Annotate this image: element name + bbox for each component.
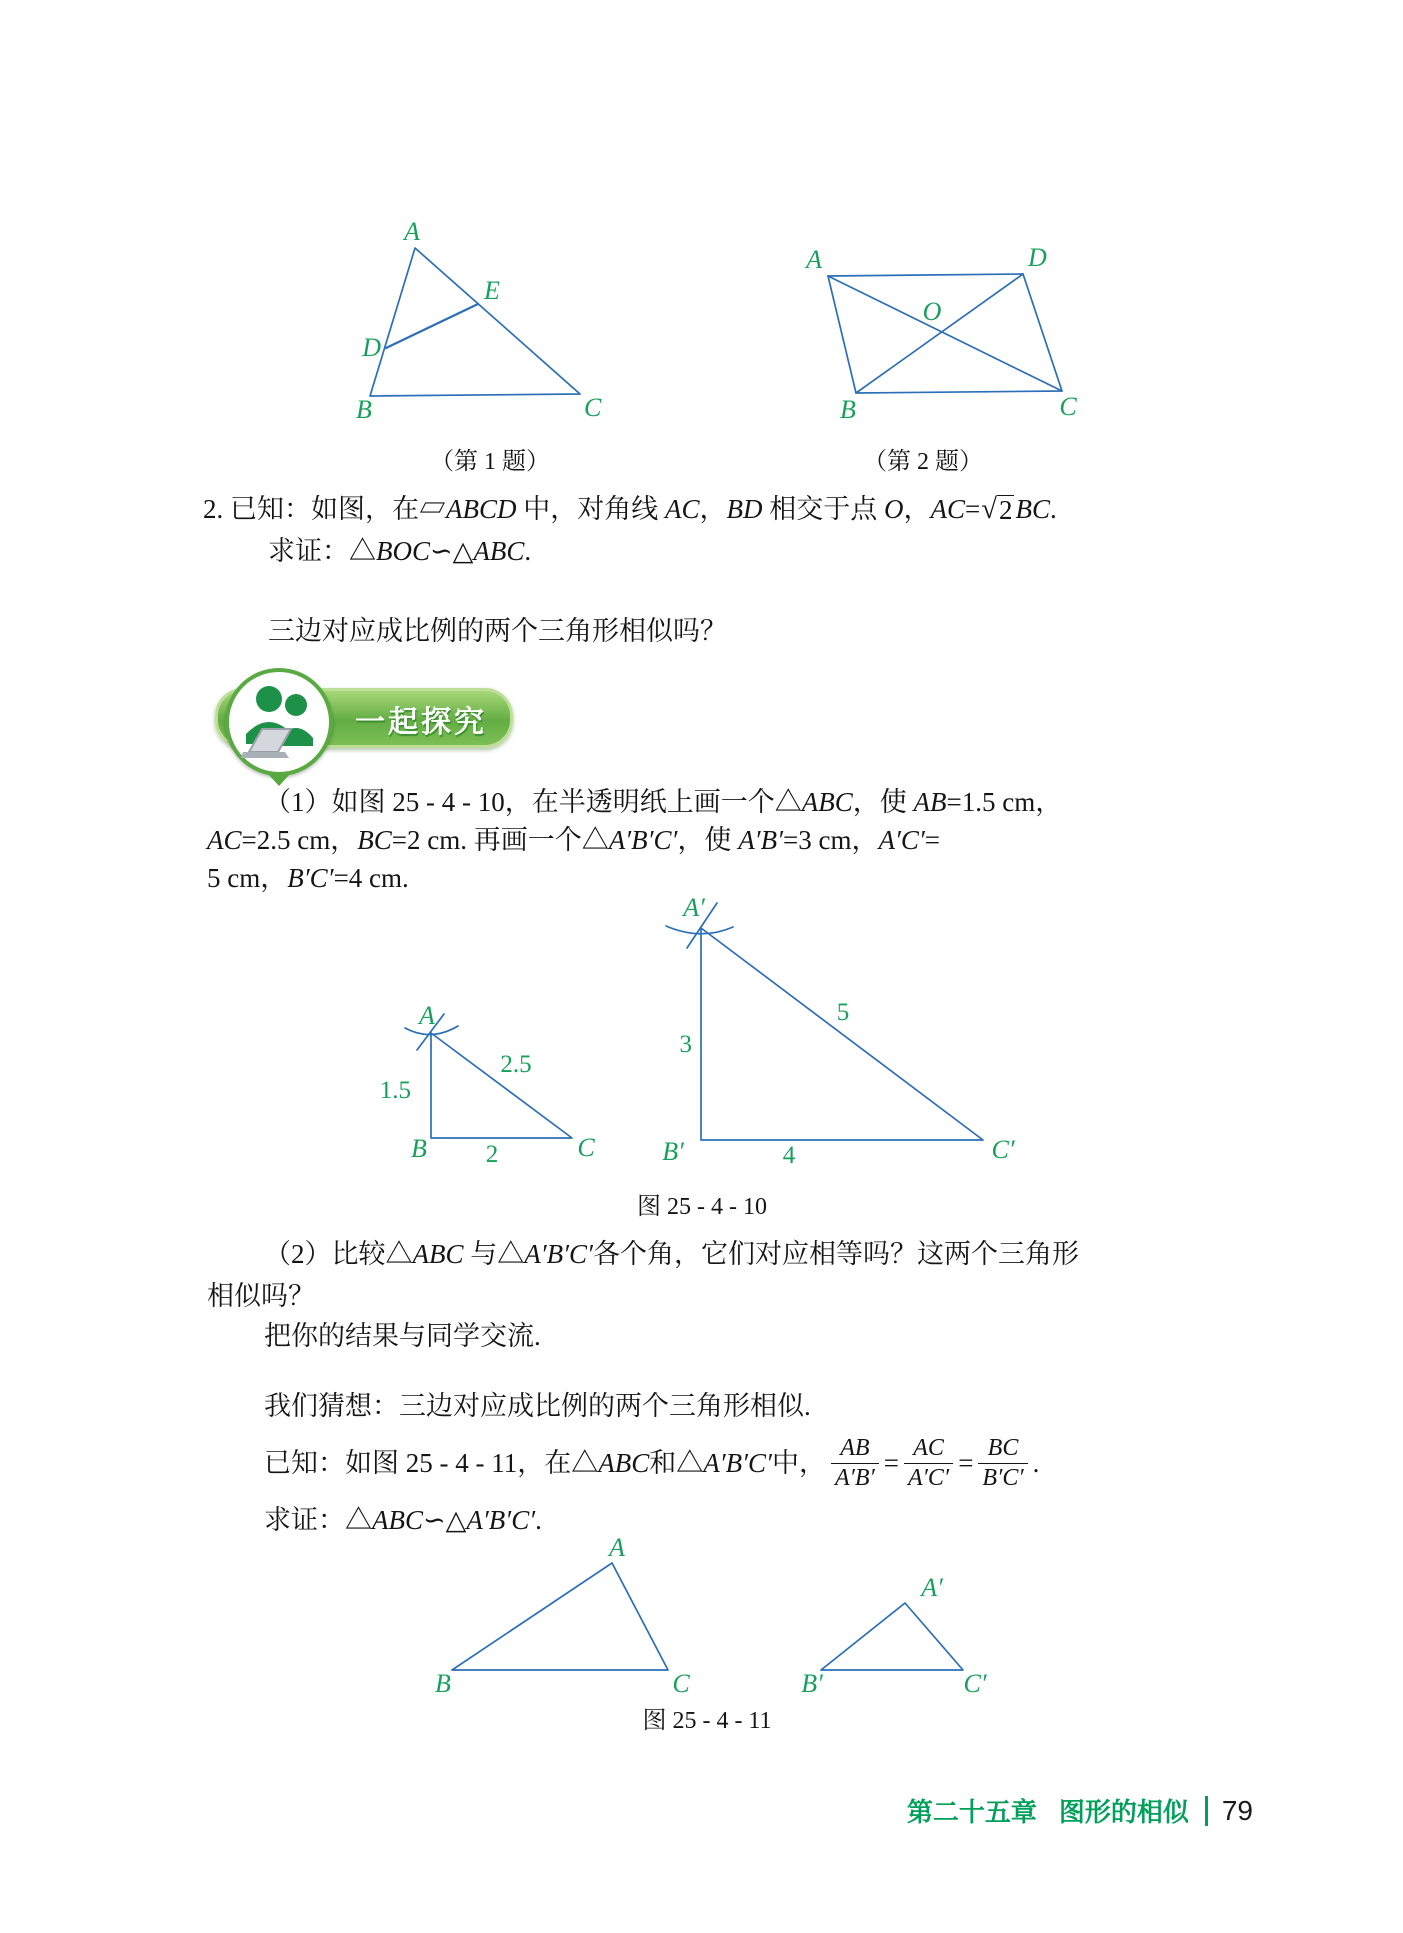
- triangle-abc: [452, 1563, 668, 1670]
- length-apcp: 5: [836, 999, 850, 1026]
- length-ac: 2.5: [500, 1051, 532, 1078]
- figure-25-4-11: [420, 1525, 1020, 1710]
- badge-label: 一起探究: [355, 706, 487, 739]
- point-label-bp: B′: [662, 1137, 684, 1166]
- length-apbp: 3: [679, 1031, 692, 1058]
- point-label-b: B: [356, 395, 372, 424]
- problem2-line1: 2. 已知：如图，在▱ABCD 中，对角线 AC，BD 相交于点 O，AC= √ 2 BC.: [203, 493, 1057, 525]
- footer-section-title: 图形的相似: [1058, 1797, 1189, 1827]
- page-footer: [907, 1792, 1253, 1829]
- paragraph2-line2: 相似吗？: [207, 1281, 315, 1311]
- segment-de: [386, 304, 478, 348]
- point-label-ap: A′: [921, 1573, 943, 1602]
- point-label-c: C: [577, 1133, 595, 1162]
- prove-line: 求证：△ABC∽△A′B′C′.: [264, 1505, 542, 1535]
- point-label-e: E: [484, 276, 500, 305]
- point-label-b: B: [840, 395, 856, 424]
- length-bc: 2: [485, 1141, 499, 1168]
- explore-together-badge: [205, 666, 525, 788]
- footer-chapter: 第二十五章: [906, 1797, 1037, 1827]
- caption-fig-25-4-10: 图 25 - 4 - 10: [637, 1194, 767, 1220]
- caption-exercise2: （第 2 题）: [863, 449, 983, 475]
- triangle-apbpcp: [821, 1603, 963, 1670]
- point-label-a: A: [419, 1001, 435, 1030]
- triangle-abc-outline: [370, 248, 580, 396]
- point-label-a: A: [609, 1533, 625, 1562]
- conjecture-line: 我们猜想：三边对应成比例的两个三角形相似.: [264, 1391, 811, 1421]
- diagonal-ac: [828, 276, 1062, 391]
- people-laptop-icon: [229, 672, 329, 772]
- point-label-cp: C′: [991, 1135, 1015, 1164]
- point-label-c: C: [672, 1669, 690, 1698]
- point-label-d: D: [362, 333, 381, 362]
- figure-exercise2: [800, 240, 1090, 440]
- point-label-a: A: [404, 217, 420, 246]
- paragraph2-line1: （2）比较△ABC 与△A′B′C′各个角，它们对应相等吗？这两个三角形: [264, 1239, 1079, 1269]
- point-label-c: C: [584, 393, 602, 422]
- length-ab: 1.5: [379, 1077, 411, 1104]
- point-label-o: O: [922, 297, 942, 326]
- caption-exercise1: （第 1 题）: [430, 449, 550, 475]
- point-label-ap: A′: [683, 893, 705, 922]
- point-label-cp: C′: [963, 1669, 987, 1698]
- point-label-b: B: [435, 1669, 451, 1698]
- point-label-b: B: [411, 1134, 427, 1163]
- point-label-d: D: [1028, 243, 1047, 272]
- caption-fig-25-4-11: 图 25 - 4 - 11: [642, 1708, 772, 1734]
- page-number: 79: [1221, 1794, 1253, 1826]
- length-bpcp: 4: [782, 1142, 796, 1169]
- paragraph1-line3: 5 cm，B′C′=4 cm.: [207, 863, 409, 893]
- triangle-apbpcp-large: [701, 928, 983, 1140]
- point-label-c: C: [1059, 392, 1077, 421]
- problem2-line2: 求证：△BOC∽△ABC.: [268, 536, 532, 566]
- lead-question: 三边对应成比例的两个三角形相似吗？: [268, 616, 727, 646]
- diagonal-bd: [856, 274, 1023, 393]
- given-line: 已知：如图 25 - 4 - 11，在△ ABC 和△ A′B′C′ 中， $\frac{AB}{A'B'}$ = $\frac{AC}{A'C'}$ = $\frac{BC}{B'C'}$ .: [264, 1435, 1040, 1491]
- paragraph1-line1: （1）如图 25 - 4 - 10，在半透明纸上画一个△ABC，使 AB=1.5 cm，: [264, 787, 1063, 817]
- point-label-bp: B′: [801, 1669, 823, 1698]
- figure-exercise1: [330, 210, 620, 430]
- badge-circle: [225, 668, 333, 776]
- point-label-a: A: [806, 245, 822, 274]
- paragraph1-line2: AC=2.5 cm，BC=2 cm. 再画一个△A′B′C′，使 A′B′=3 cm，A′C′=: [207, 825, 941, 855]
- share-results-line: 把你的结果与同学交流.: [264, 1321, 541, 1351]
- triangle-abc-small: [431, 1033, 572, 1138]
- figure-25-4-10: [380, 890, 1020, 1180]
- footer-divider: [1205, 1796, 1208, 1826]
